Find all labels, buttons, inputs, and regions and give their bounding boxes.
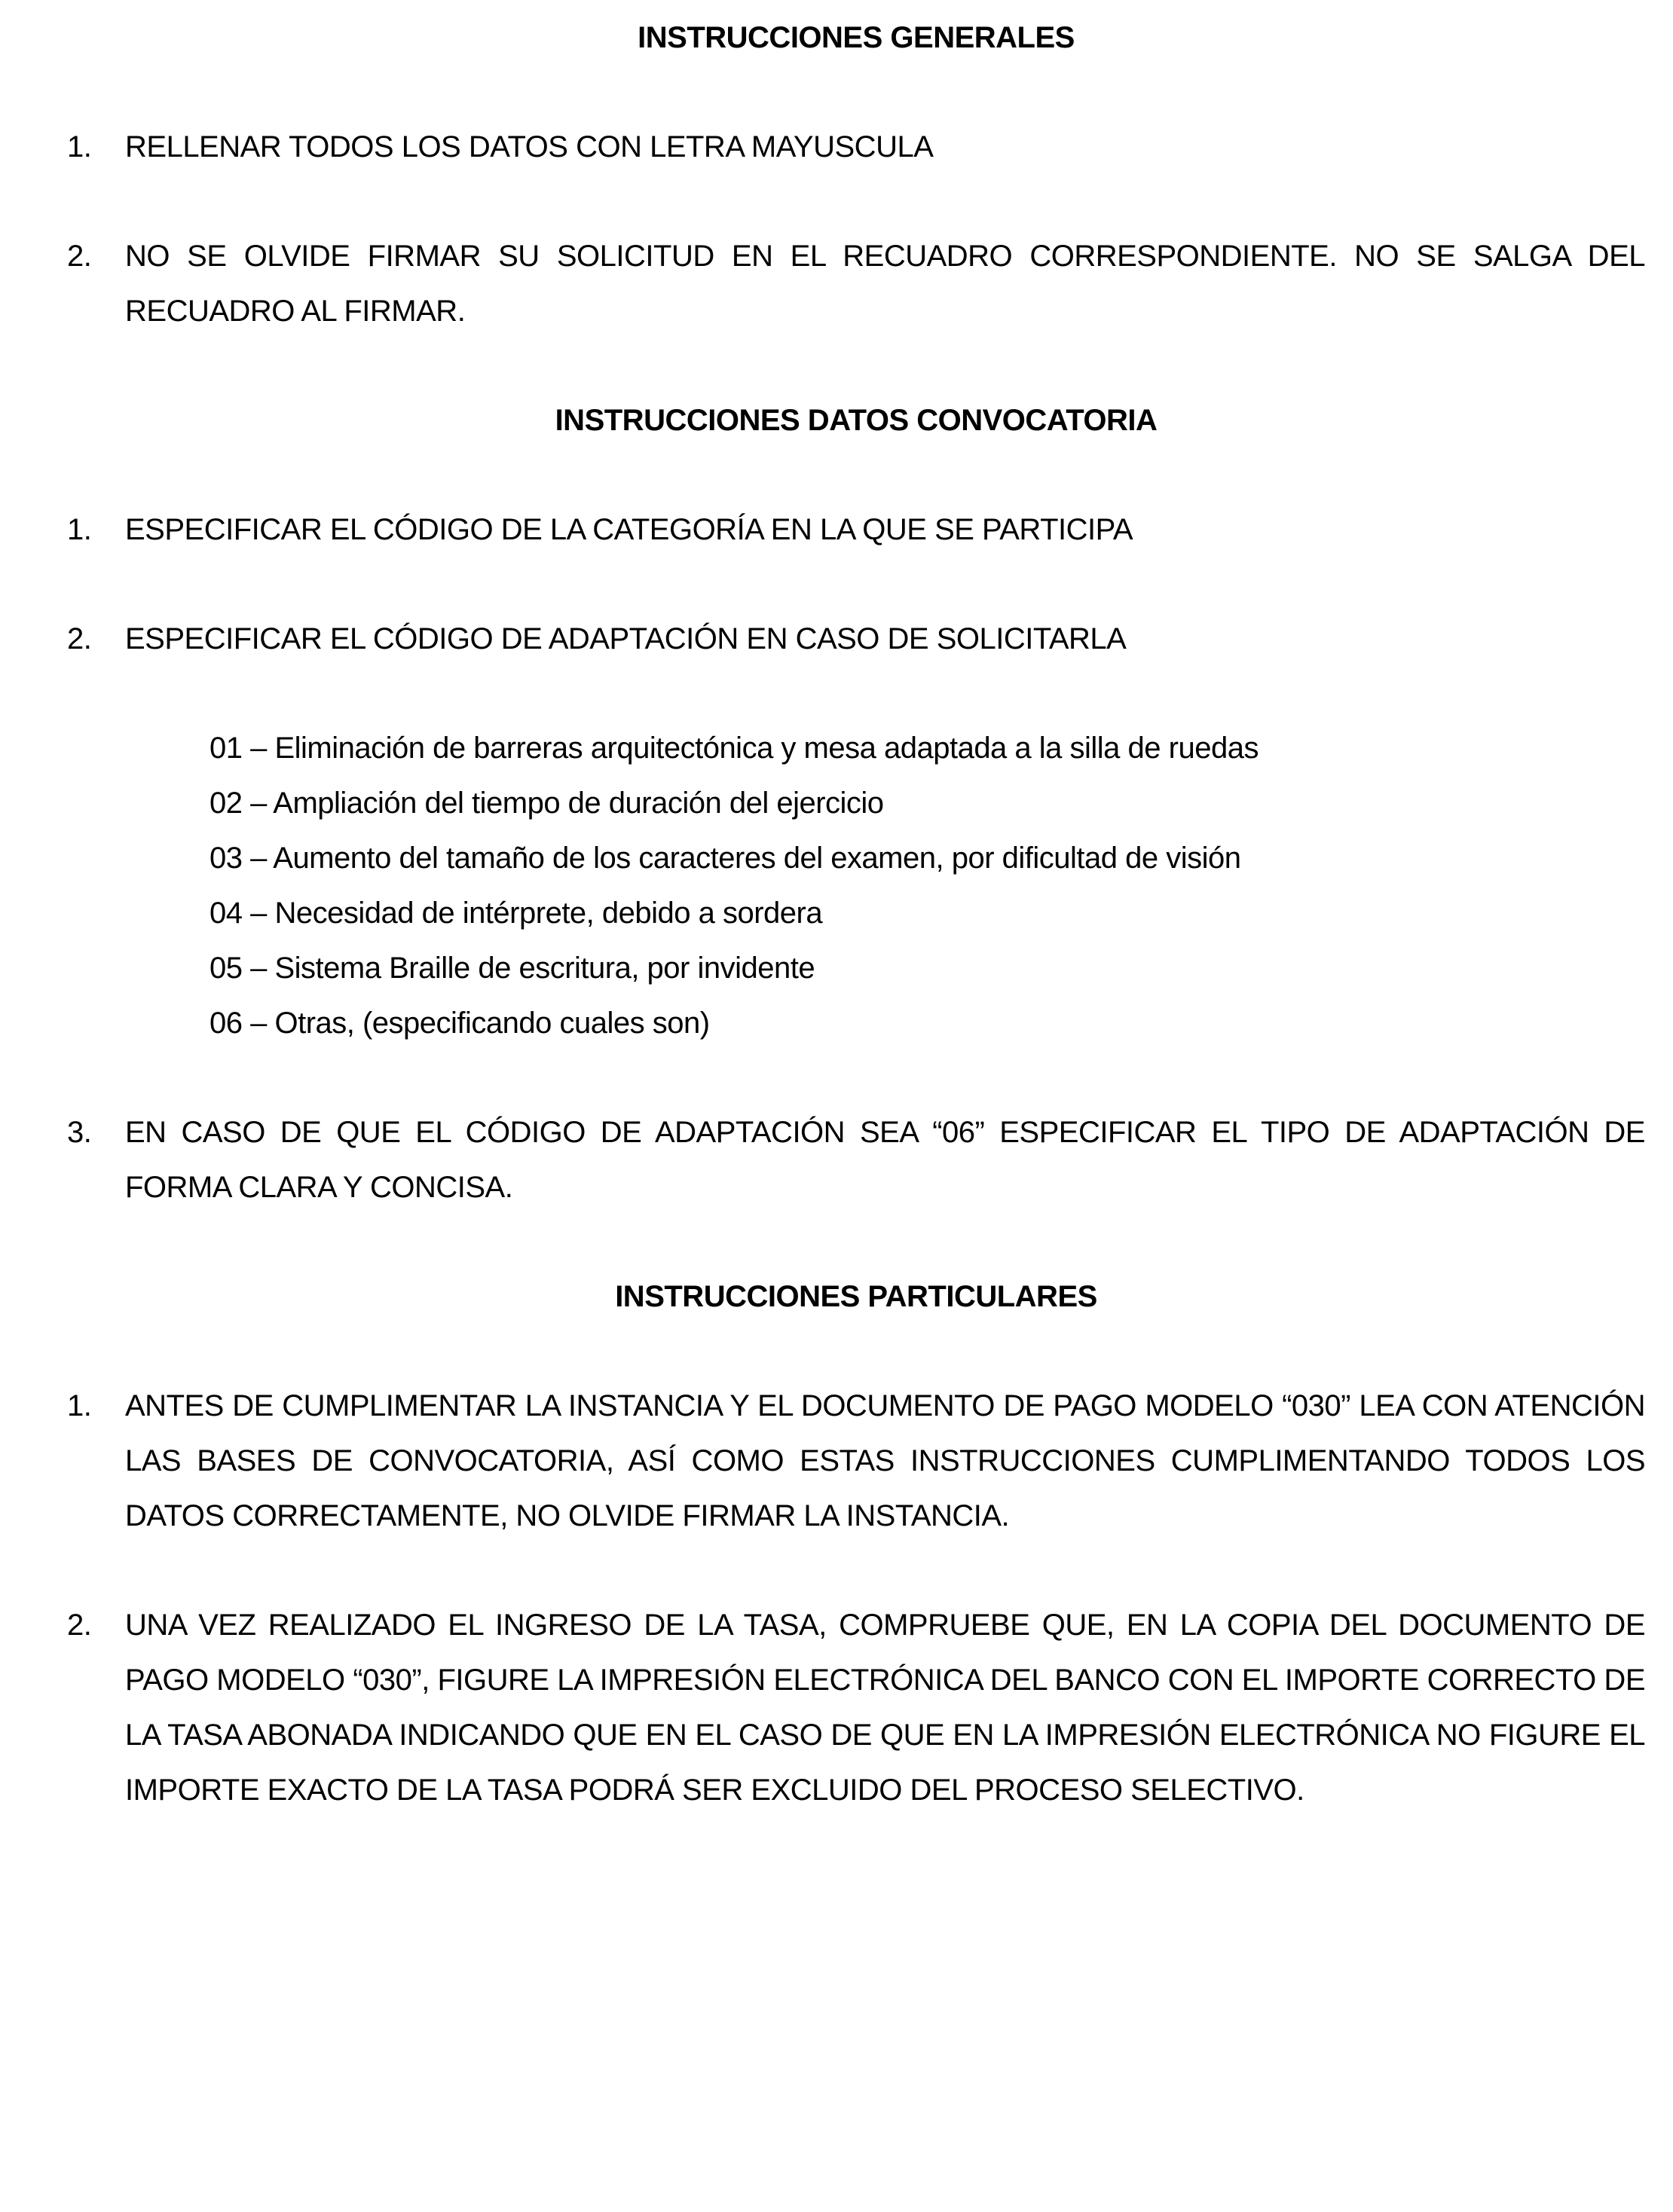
list-item-text: ESPECIFICAR EL CÓDIGO DE LA CATEGORÍA EN LA QUE SE PARTICIPA [125, 513, 1133, 546]
section-heading-generales: INSTRUCCIONES GENERALES [638, 21, 1075, 54]
adaptation-code-item: 02 – Ampliación del tiempo de duración del ejercicio [210, 787, 884, 820]
adaptation-code-item: 01 – Eliminación de barreras arquitectónica y mesa adaptada a la silla de ruedas [210, 732, 1259, 765]
list-item [67, 1379, 1645, 1544]
list-item [67, 229, 1645, 339]
list-item-number: 1. [67, 1389, 92, 1422]
list-item-text: EN CASO DE QUE EL CÓDIGO DE ADAPTACIÓN SEA “06” ESPECIFICAR EL TIPO DE ADAPTACIÓN DE FORMA CLARA Y CONCISA. [125, 1116, 1645, 1204]
list-item [67, 120, 1645, 175]
section-heading-datos-convocatoria: INSTRUCCIONES DATOS CONVOCATORIA [555, 404, 1158, 437]
adaptation-code-item: 04 – Necesidad de intérprete, debido a sordera [210, 897, 823, 930]
adaptation-code-item: 05 – Sistema Braille de escritura, por invidente [210, 952, 815, 985]
list-item [67, 1105, 1645, 1215]
list-item-number: 2. [67, 622, 92, 655]
list-item-text: UNA VEZ REALIZADO EL INGRESO DE LA TASA, COMPRUEBE QUE, EN LA COPIA DEL DOCUMENTO DE PAGO MODELO “030”, FIGURE LA IMPRESIÓN ELECTRÓNICA DEL BANCO CON EL IMPORTE CORRECTO DE LA TASA ABONADA INDICANDO QUE EN EL CASO DE QUE EN LA IMPRESIÓN ELECTRÓNICA NO FIGURE EL IMPORTE EXACTO DE LA TASA PODRÁ SER EXCLUIDO DEL PROCESO SELECTIVO. [125, 1609, 1645, 1807]
list-item-text: RELLENAR TODOS LOS DATOS CON LETRA MAYUSCULA [125, 130, 934, 163]
list-item [67, 612, 1645, 667]
list-item [67, 1598, 1645, 1818]
list-item [67, 503, 1645, 558]
list-item-text: ANTES DE CUMPLIMENTAR LA INSTANCIA Y EL DOCUMENTO DE PAGO MODELO “030” LEA CON ATENCIÓN LAS BASES DE CONVOCATORIA, ASÍ COMO ESTAS INSTRUCCIONES CUMPLIMENTANDO TODOS LOS DATOS CORRECTAMENTE, NO OLVIDE FIRMAR LA INSTANCIA. [125, 1389, 1645, 1532]
list-item-number: 3. [67, 1116, 92, 1149]
list-item-text: ESPECIFICAR EL CÓDIGO DE ADAPTACIÓN EN CASO DE SOLICITARLA [125, 622, 1127, 655]
section-heading-particulares: INSTRUCCIONES PARTICULARES [615, 1280, 1097, 1313]
adaptation-code-item: 03 – Aumento del tamaño de los caracteres del examen, por dificultad de visión [210, 842, 1241, 875]
list-item-number: 2. [67, 1609, 92, 1642]
list-item-text: NO SE OLVIDE FIRMAR SU SOLICITUD EN EL RECUADRO CORRESPONDIENTE. NO SE SALGA DEL RECUADRO AL FIRMAR. [125, 240, 1645, 328]
list-item-number: 2. [67, 240, 92, 273]
list-item-number: 1. [67, 130, 92, 163]
adaptation-codes-list [67, 721, 1645, 1051]
adaptation-code-item: 06 – Otras, (especificando cuales son) [210, 1007, 710, 1040]
list-item-number: 1. [67, 513, 92, 546]
